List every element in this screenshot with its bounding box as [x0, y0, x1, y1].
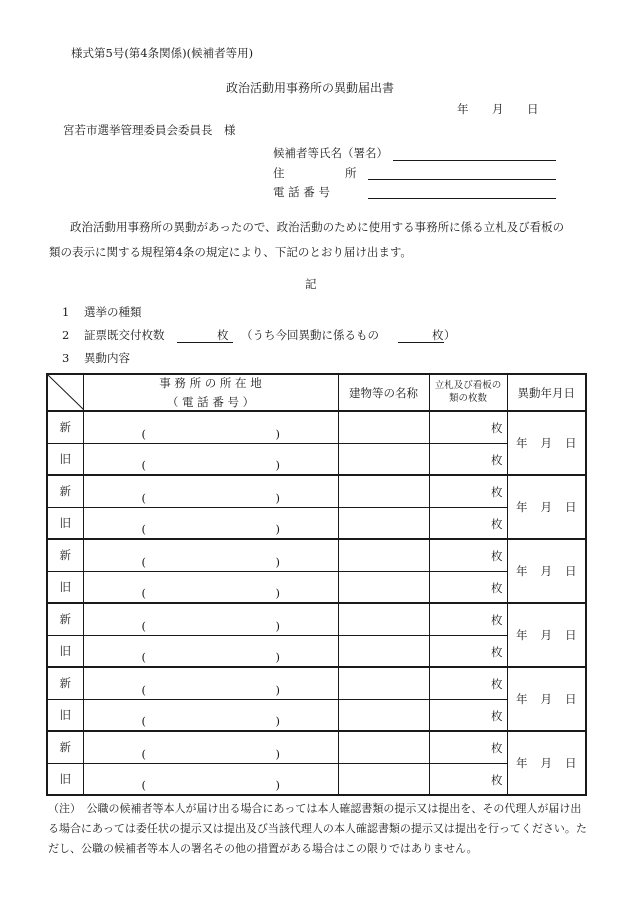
table-row — [47, 571, 586, 603]
new-label-cell: 新 — [47, 475, 83, 507]
count-unit: 枚 — [491, 677, 503, 691]
date-month-label: 月 — [540, 564, 552, 578]
body-text-line-1: 政治活動用事務所の異動があったので、政治活動のために使用する事務所に係る立札及び看板の — [70, 220, 565, 234]
date-day-label: 日 — [565, 756, 577, 770]
table-row — [47, 603, 586, 635]
item2-paren-text: （うち今回異動に係るもの — [241, 328, 379, 342]
old-building-cell[interactable] — [338, 635, 429, 667]
change-date-cell[interactable] — [507, 667, 586, 731]
old-label-cell: 旧 — [47, 763, 83, 795]
new-building-cell[interactable] — [338, 603, 429, 635]
change-date-cell[interactable] — [507, 731, 586, 795]
date-day-label: 日 — [565, 436, 577, 450]
table-row — [47, 763, 586, 795]
change-date-cell[interactable] — [507, 603, 586, 667]
new-building-cell[interactable] — [338, 411, 429, 443]
table-row — [47, 699, 586, 731]
date-year-label: 年 — [516, 500, 528, 514]
old-count-cell[interactable] — [429, 763, 507, 795]
date-day-label: 日 — [565, 564, 577, 578]
new-address-cell[interactable] — [83, 667, 338, 699]
count-unit: 枚 — [491, 772, 503, 787]
address-field[interactable] — [368, 179, 556, 180]
table-row — [47, 539, 586, 571]
address-label-2: 所 — [345, 166, 357, 180]
table-row — [47, 635, 586, 667]
date-month-label: 月 — [540, 436, 552, 450]
phone-paren-close: ) — [275, 522, 280, 536]
new-building-cell[interactable] — [338, 667, 429, 699]
item2-unit: 枚 — [217, 328, 229, 342]
new-label-cell: 新 — [47, 539, 83, 571]
day-label: 日 — [527, 102, 539, 116]
count-unit: 枚 — [491, 516, 503, 531]
item2-unit2: 枚 — [432, 328, 444, 342]
ki-heading: 記 — [305, 277, 317, 291]
phone-paren-close: ) — [275, 554, 280, 569]
phone-paren-close: ) — [275, 426, 280, 441]
date-day-label: 日 — [565, 500, 577, 514]
new-building-cell[interactable] — [338, 731, 429, 763]
name-label: 候補者等氏名（署名） — [273, 146, 388, 160]
item2-number: 2 — [62, 328, 70, 342]
phone-field[interactable] — [368, 198, 556, 199]
note-text: （注） 公職の候補者等本人が届け出る場合にあっては本人確認書類の提示又は提出を、その代理人が届け出る場合にあっては委任状の提示又は提出及び当該代理人の本人確認書類の提示又は提出を行ってください。ただし、公職の候補者等本人の署名その他の措置がある場合はこの限りではありません。 — [48, 802, 587, 855]
date-year-label: 年 — [516, 692, 528, 706]
form-number: 様式第5号(第4条関係)(候補者等用) — [71, 46, 254, 60]
count-unit: 枚 — [491, 708, 503, 723]
count-unit: 枚 — [491, 452, 503, 467]
phone-paren-close: ) — [275, 778, 280, 792]
count-unit: 枚 — [491, 741, 503, 755]
count-unit: 枚 — [491, 580, 503, 595]
old-label-cell: 旧 — [47, 635, 83, 667]
address-label-1: 住 — [273, 166, 285, 180]
phone-paren-open: ( — [141, 650, 146, 664]
phone-paren-close: ) — [275, 682, 280, 697]
new-count-cell[interactable] — [429, 603, 507, 635]
header-location-line2: （ 電 話 番 号 ） — [166, 395, 255, 409]
old-address-cell[interactable] — [83, 443, 338, 475]
new-address-cell[interactable] — [83, 731, 338, 763]
old-address-cell[interactable] — [83, 507, 338, 539]
date-year-label: 年 — [516, 436, 528, 450]
count-unit: 枚 — [491, 644, 503, 659]
new-building-cell[interactable] — [338, 539, 429, 571]
phone-paren-open: ( — [141, 618, 146, 633]
addressee: 宮若市選挙管理委員会委員長 様 — [63, 123, 236, 137]
phone-label: 電 話 番 号 — [273, 185, 330, 199]
count-unit: 枚 — [491, 613, 503, 627]
table-row — [47, 731, 586, 763]
item1-number: 1 — [62, 305, 70, 319]
table-row — [47, 443, 586, 475]
phone-paren-close: ) — [275, 650, 280, 664]
count-unit: 枚 — [491, 549, 503, 563]
date-month-label: 月 — [540, 692, 552, 706]
table-header-row — [47, 374, 586, 411]
old-building-cell[interactable] — [338, 699, 429, 731]
change-date-cell[interactable] — [507, 475, 586, 539]
table-row — [47, 475, 586, 507]
phone-paren-open: ( — [141, 586, 146, 600]
month-label: 月 — [492, 102, 504, 116]
date-day-label: 日 — [565, 628, 577, 642]
phone-paren-close: ) — [275, 490, 280, 505]
header-location — [83, 374, 338, 411]
date-year-label: 年 — [516, 756, 528, 770]
old-address-cell[interactable] — [83, 635, 338, 667]
new-address-cell[interactable] — [83, 539, 338, 571]
old-label-cell: 旧 — [47, 443, 83, 475]
phone-paren-open: ( — [141, 554, 146, 569]
item2-label: 証票既交付枚数 — [84, 328, 165, 342]
new-address-cell[interactable] — [83, 603, 338, 635]
phone-paren-close: ) — [275, 714, 280, 728]
header-date: 異動年月日 — [507, 374, 586, 411]
new-building-cell[interactable] — [338, 475, 429, 507]
change-date-cell[interactable] — [507, 411, 586, 475]
old-building-cell[interactable] — [338, 443, 429, 475]
old-label-cell: 旧 — [47, 699, 83, 731]
header-building: 建物等の名称 — [338, 374, 429, 411]
date-month-label: 月 — [540, 500, 552, 514]
item3-number: 3 — [62, 351, 70, 365]
phone-paren-open: ( — [141, 714, 146, 728]
new-count-cell[interactable] — [429, 539, 507, 571]
new-address-cell[interactable] — [83, 475, 338, 507]
phone-paren-close: ) — [275, 618, 280, 633]
phone-paren-close: ) — [275, 458, 280, 472]
table-row — [47, 667, 586, 699]
name-field[interactable] — [393, 160, 556, 161]
phone-paren-open: ( — [141, 426, 146, 441]
phone-paren-open: ( — [141, 778, 146, 792]
phone-paren-open: ( — [141, 746, 146, 761]
date-month-label: 月 — [540, 628, 552, 642]
new-label-cell: 新 — [47, 603, 83, 635]
change-table — [46, 373, 587, 796]
phone-paren-open: ( — [141, 458, 146, 472]
table-row — [47, 411, 586, 443]
new-label-cell: 新 — [47, 731, 83, 763]
item2-paren-close: ） — [444, 328, 456, 342]
table-row — [47, 507, 586, 539]
old-building-cell[interactable] — [338, 571, 429, 603]
old-label-cell: 旧 — [47, 571, 83, 603]
old-building-cell[interactable] — [338, 763, 429, 795]
issued-count-field[interactable] — [177, 342, 233, 343]
date-year-label: 年 — [516, 628, 528, 642]
new-count-cell[interactable] — [429, 667, 507, 699]
old-count-cell[interactable] — [429, 635, 507, 667]
date-day-label: 日 — [565, 692, 577, 706]
document-title: 政治活動用事務所の異動届出書 — [226, 81, 395, 95]
diagonal-line-icon — [48, 375, 84, 410]
phone-paren-close: ) — [275, 746, 280, 761]
new-label-cell: 新 — [47, 667, 83, 699]
phone-paren-open: ( — [141, 522, 146, 536]
change-date-cell[interactable] — [507, 539, 586, 603]
old-count-cell[interactable] — [429, 443, 507, 475]
changed-count-field[interactable] — [398, 342, 444, 343]
old-count-cell[interactable] — [429, 699, 507, 731]
new-label-cell: 新 — [47, 411, 83, 443]
header-signs — [429, 374, 507, 411]
new-count-cell[interactable] — [429, 731, 507, 763]
new-count-cell[interactable] — [429, 411, 507, 443]
old-label-cell: 旧 — [47, 507, 83, 539]
item3-label: 異動内容 — [84, 351, 130, 365]
phone-paren-open: ( — [141, 490, 146, 505]
phone-paren-open: ( — [141, 682, 146, 697]
old-count-cell[interactable] — [429, 571, 507, 603]
date-month-label: 月 — [540, 756, 552, 770]
new-address-cell[interactable] — [83, 411, 338, 443]
diagonal-corner-cell — [47, 374, 83, 411]
header-signs-line1: 立札及び看板の — [434, 379, 502, 391]
phone-paren-close: ) — [275, 586, 280, 600]
old-address-cell[interactable] — [83, 763, 338, 795]
item1-label: 選挙の種類 — [84, 305, 142, 319]
count-unit: 枚 — [491, 421, 503, 435]
header-location-line1: 事 務 所 の 所 在 地 — [159, 376, 262, 390]
date-year-label: 年 — [516, 564, 528, 578]
count-unit: 枚 — [491, 485, 503, 499]
old-address-cell[interactable] — [83, 699, 338, 731]
header-signs-line2: 類の枚数 — [448, 392, 487, 404]
old-building-cell[interactable] — [338, 507, 429, 539]
body-text-line-2: 類の表示に関する規程第4条の規定により、下記のとおり届け出ます。 — [49, 245, 412, 259]
old-count-cell[interactable] — [429, 507, 507, 539]
new-count-cell[interactable] — [429, 475, 507, 507]
old-address-cell[interactable] — [83, 571, 338, 603]
year-label: 年 — [457, 102, 469, 116]
